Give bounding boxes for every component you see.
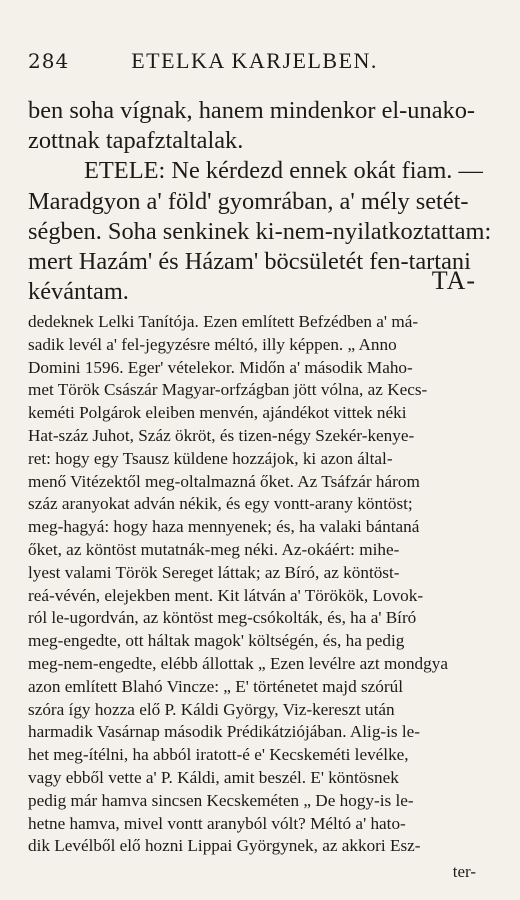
- footnote-line: Domini 1596. Eger' vételekor. Midőn a' második Maho-: [28, 357, 413, 377]
- footnote-line: met Török Császár Magyar-orfzágban jött vólna, az Kecs-: [28, 380, 428, 400]
- footnote-line: dedeknek Lelki Tanítója. Ezen említett Befzédben a' má-: [28, 312, 419, 331]
- text-line: kévántam.: [28, 278, 129, 306]
- footnote-line: keméti Polgárok eleiben menvén, ajándékot vittek néki: [28, 403, 407, 423]
- text-line: ETELE: Ne kérdezd ennek okát fiam. —: [84, 157, 483, 185]
- catchword: TA-: [431, 266, 476, 295]
- footnote-line: lyest valami Török Sereget láttak; az Bíró, az köntöst-: [28, 562, 400, 582]
- footnote-line: dik Levélből elő hozni Lippai Györgynek, az akkori Esz-: [28, 836, 421, 856]
- footnote-catchword: ter-: [452, 862, 476, 881]
- footnote-line: ret: hogy egy Tsausz küldene hozzájok, ki azon által-: [28, 448, 393, 468]
- text-line: zottnak tapafztaltalak.: [28, 127, 244, 155]
- footnote-line: Hat-száz Juhot, Száz ökröt, és tizen-négy Szekér-kenye-: [28, 425, 415, 445]
- footnote-line: azon említett Blahó Vincze: „ E' történetet majd szórúl: [28, 676, 403, 696]
- footnote-line: menő Vitézektől meg-oltalmazná őket. Az Tsáfzár három: [28, 471, 420, 491]
- running-title: ETELKA KARJELBEN.: [131, 48, 378, 73]
- text-line: Maradgyon a' föld' gyomrában, a' mély setét-: [28, 187, 469, 215]
- footnote-line: meg-nem-engedte, elébb állottak „ Ezen levélre azt mondgya: [28, 653, 448, 673]
- footnote-line: ról le-ugordván, az köntöst meg-csókolták, és, ha a' Bíró: [28, 608, 417, 628]
- footnote-line: vagy ebből vette a' P. Káldi, amit beszél. E' köntösnek: [28, 767, 399, 787]
- footnote-line: meg-hagyá: hogy haza mennyenek; és, ha valaki bántaná: [28, 517, 420, 537]
- footnote-line: het meg-ítélni, ha abból iratott-é e' Kecskeméti levélke,: [28, 745, 409, 765]
- text-line: ségben. Soha senkinek ki-nem-nyilatkoztattam:: [28, 217, 492, 245]
- footnote-line: sadik levél a' fel-jegyzésre méltó, illy képpen. „ Anno: [28, 334, 397, 354]
- footnote-line: meg-engedte, ott háltak magok' költségén, és, ha pedig: [28, 631, 405, 651]
- footnote-line: reá-vévén, elejekben ment. Kit látván a' Törökök, Lovok-: [28, 585, 424, 605]
- main-text: [28, 96, 496, 307]
- footnote-line: harmadik Vasárnap második Prédikátziójában. Alig-is le-: [28, 722, 421, 742]
- footnote-line: száz aranyokat adván nékik, és egy vontt-arany köntöst;: [28, 494, 413, 514]
- text-line: mert Hazám' és Házam' böcsületét fen-tartani: [28, 248, 471, 276]
- text-line: ben soha vígnak, hanem mindenkor el-unako-: [28, 97, 476, 124]
- footnote-line: pedig már hamva sincsen Kecskeméten „ De hogy-is le-: [28, 790, 414, 810]
- page-number: 284: [28, 49, 70, 73]
- footnote-line: hetne hamva, mivel vontt aranyból vólt? Méltó a' hato-: [28, 813, 406, 833]
- footnote-line: szóra így hozza elő P. Káldi György, Viz-kereszt után: [28, 699, 395, 719]
- footnote-text: [28, 311, 498, 858]
- page-header: [28, 48, 480, 74]
- footnote-line: őket, az köntöst mutatnák-meg néki. Az-okáért: mihe-: [28, 539, 400, 559]
